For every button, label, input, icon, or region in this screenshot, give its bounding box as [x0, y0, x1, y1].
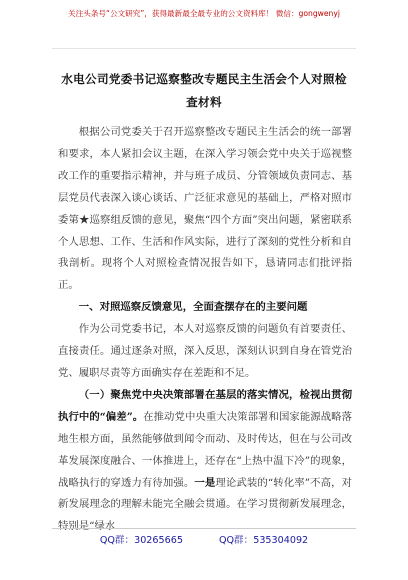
promo-banner: [0, 0, 408, 26]
intro-paragraph: 根据公司党委关于召开巡察整改专题民主生活会的统一部署和要求，本人紧扣会议主题，在深入学习领会党中央关于巡视整改工作的重要指示精神，并与班子成员、分管领域负责同志、基层党员代表深入谈心谈话、广泛征求意见的基础上，严格对照市委第★巡察组反馈的意见，聚焦“四个方面”突出问题，紧密联系个人思想、工作、生活和作风实际，进行了深刻的党性分析和自我剖析。现将个人对照检查情况报告如下，恳请同志们批评指正。: [58, 126, 352, 292]
point-1-text: 理论武装的“转化率”不高，对新发展理念的理解未能完全融会贯通。在学习贯彻新发展理念，特别是“绿水: [58, 476, 352, 533]
qq-group-1: QQ群：30265665: [99, 535, 183, 546]
promo-banner-text: 关注头条号“公文研究”，获得最新最全最专业的公文资料库！ 微信：gongwenyj: [68, 8, 340, 18]
section-heading-1: 一、对照巡察反馈意见，全面查摆存在的主要问题: [78, 301, 308, 314]
qq-group-2: QQ群：535304092: [218, 535, 309, 546]
document-body: [58, 122, 352, 538]
subsection-1-text: 在推动党中央重大决策部署和国家能源战略落地生根方面，虽然能够做到闻令而动、及时传达，但在与公司改革发展深度融合、一体推进上，还存在“上热中温下冷”的现象，战略执行的穿透力有待加强。: [58, 410, 353, 489]
subsection-1-paragraph: [58, 385, 352, 538]
section-1-paragraph: 作为公司党委书记，本人对巡察反馈的问题负有首要责任、直接责任。通过逐条对照，深入反思，深刻认识到自身在管党治党、履职尽责等方面确实存在差距和不足。: [58, 323, 352, 379]
point-1-label: 一是: [194, 476, 216, 489]
document-title: 水电公司党委书记巡察整改专题民主生活会个人对照检查材料: [61, 72, 347, 109]
footer: [0, 532, 408, 546]
footer-divider: [52, 528, 356, 529]
subsection-heading-1: （一）聚焦党中央决策部署在基层的落实情况，检视出贯彻执行中的“偏差”。: [58, 388, 352, 423]
header-divider: [52, 48, 356, 49]
